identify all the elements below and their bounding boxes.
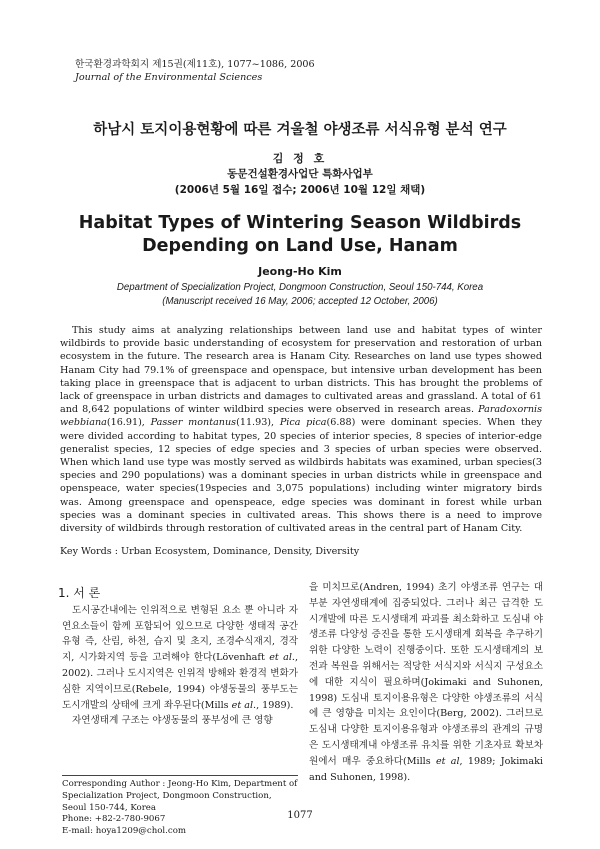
et-al: et al (435, 755, 460, 767)
paragraph-text: , 1989). (256, 699, 294, 711)
paragraph-text: 을 미치므로(Andren, 1994) 초기 야생조류 연구는 대부분 자연생태계에 집중되었다. 그러나 최근 급격한 도시개발에 따른 도시생태계 파괴를 최소화하고 도심내 야생조류 다양성 증진을 통한 도시생태계 회복을 추구하기 위한 다양한 노력이 진행중이다. 또한 도시생태계의 보전과 복원을 위해서는 적당한 서식지와 서식지 구성요소에 대한 지식이 필요하며(Jokimaki and Suhonen, 1998) 도심내 토지이용유형은 다양한 야생조류의 서식에 큰 영향을 미치는 요인이다(Berg, 2002). 그러므로 도심내 다양한 토지이용유형과 야생조류의 관계의 규명은 도시생태계내 야생조류 유치를 위한 기초자료 확보차원에서 매우 중요하다(Mills (309, 582, 543, 767)
species-name: Pica pica (279, 417, 327, 429)
paragraph-text: 도시공간내에는 인위적으로 변형된 요소 뿐 아니라 자연요소들이 함께 포함되어 있으므로 다양한 생태적 공간유형 즉, 산림, 하천, 습지 및 초지, 조경수식재지, 경작지, 시가화지역 등을 고려해야 한다(Lövenhaft (62, 604, 298, 664)
english-affiliation-block (0, 281, 600, 309)
english-title-line2: Depending on Land Use, Hanam (142, 236, 458, 256)
abstract (60, 324, 542, 535)
section-heading: 1. 서 론 (58, 586, 101, 600)
right-column (309, 580, 543, 785)
journal-citation: 한국환경과학회지 제15권(제11호), 1077~1086, 2006 (75, 59, 315, 70)
footnote-phone: Phone: +82-2-780-9067 (62, 814, 166, 825)
species-name: Paradoxornis webbiana (60, 404, 542, 429)
korean-title: 하남시 토지이용현황에 따른 겨울철 야생조류 서식유형 분석 연구 (93, 122, 507, 138)
footnote-divider (62, 775, 298, 776)
english-author: Jeong-Ho Kim (258, 265, 342, 278)
footnote-author: Corresponding Author : Jeong-Ho Kim, Department of Specialization Project, Dongmoon Construction, Seoul 150-744, Korea (62, 779, 298, 813)
et-al: et al. (231, 699, 257, 711)
intro-paragraph-2: 자연생태계 구조는 야생동물의 풍부성에 큰 영향 (72, 715, 273, 727)
english-title (0, 212, 600, 258)
footnote-email: E-mail: hoya1209@chol.com (62, 826, 187, 837)
keywords: Key Words : Urban Ecosystem, Dominance, Density, Diversity (60, 546, 360, 557)
journal-name: Journal of the Environmental Sciences (75, 72, 263, 83)
et-al: et al. (269, 652, 295, 664)
species-value: (11.93), (236, 417, 280, 429)
intro-paragraph-continued (309, 580, 543, 785)
english-title-line1: Habitat Types of Wintering Season Wildbirds (78, 213, 522, 233)
korean-received-date: (2006년 5월 16일 접수; 2006년 10월 12일 채택) (174, 184, 426, 196)
paragraph-text: , 1989; Jokimaki and Suhonen, 1998). (309, 755, 543, 783)
species-value: (16.91), (106, 417, 151, 429)
species-name: Passer montanus (150, 417, 237, 429)
abstract-text-2: (6.88) were dominant species. When they were divided according to habitat types, 20 species of interior species, 8 species of interior-edge generalist species, 12 species of edge species and 3 species of urban species were observed. When which land use type was mostly served as wildbirds habitats was examined, urban species(3 species and 290 populations) was a dominant species in urban districts while in greenspace and openspeace, water species(19species and 3,075 populations) including winter migratory birds was. Among greenspace and openspeace, edge species was dominant in forest while urban species was a dominant species in cultivated areas. This shows there is a need to improve diversity of wildbirds through restoration of cultivated areas in the central part of Hanam City. (60, 417, 543, 535)
abstract-text-1: This study aims at analyzing relationships between land use and habitat types of winter wildbirds to provide basic understanding of ecosystem for preservation and restoration of urban ecosystem in the future. The research area is Hanam City. Researches on land use types showed Hanam City had 79.1% of greenspace and openspace, but intensive urban development has been taking place in greenspace that is adjacent to urban districts. This has brought the problems of lack of greenspace in urban districts and damages to cultivated areas and grassland. A total of 61 and 8,642 populations of winter wildbird species were observed in research areas. (60, 325, 542, 416)
english-affiliation: Department of Specialization Project, Dongmoon Construction, Seoul 150-744, Korea (116, 282, 484, 293)
journal-header (75, 58, 315, 84)
page-number: 1077 (287, 810, 313, 821)
intro-paragraph-1 (62, 603, 298, 714)
korean-affiliation: 동문건설환경사업단 특화사업부 (227, 168, 373, 180)
left-column (58, 586, 299, 729)
korean-author: 김 정 호 (272, 152, 328, 165)
paragraph-text: , 2002). 그러나 도시지역은 인위적 방해와 환경적 변화가 심한 지역이므로(Rebele, 1994) 야생동물의 풍부도는 도시개발의 상태에 크게 좌우된다(Mills (62, 652, 299, 711)
english-received-date: (Manuscript received 16 May, 2006; accepted 12 October, 2006) (162, 296, 438, 307)
corresponding-author-footnote (62, 779, 298, 838)
